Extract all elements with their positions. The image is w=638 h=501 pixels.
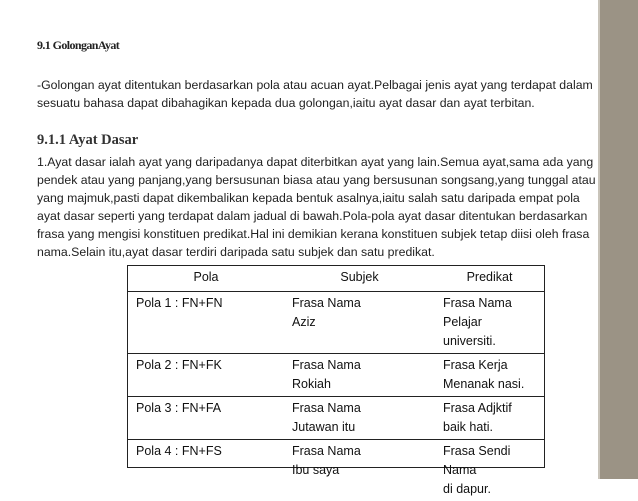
subjek-cell	[284, 354, 435, 397]
predikat-type: Frasa Nama	[443, 294, 536, 313]
pola-cell: Pola 1 : FN+FN	[128, 292, 284, 354]
pola-table	[128, 266, 544, 501]
predikat-type: Frasa Kerja	[443, 356, 536, 375]
header-predikat: Predikat	[435, 266, 544, 292]
subjek-type: Frasa Nama	[292, 294, 427, 313]
pola-cell: Pola 4 : FN+FS	[128, 440, 284, 501]
predikat-cell	[435, 292, 544, 354]
predikat-cell	[435, 354, 544, 397]
predikat-example: Pelajar universiti.	[443, 313, 536, 351]
table-header-row	[128, 266, 544, 292]
header-pola: Pola	[128, 266, 284, 292]
predikat-example: Menanak nasi.	[443, 375, 536, 394]
predikat-type: Frasa Sendi Nama	[443, 442, 536, 480]
section-title: 9.1 GolonganAyat	[37, 38, 119, 53]
predikat-cell	[435, 440, 544, 501]
subjek-example: Ibu saya	[292, 461, 427, 480]
subjek-cell	[284, 292, 435, 354]
subjek-type: Frasa Nama	[292, 399, 427, 418]
predikat-example: di dapur.	[443, 480, 536, 499]
subjek-example: Aziz	[292, 313, 427, 332]
header-subjek: Subjek	[284, 266, 435, 292]
subsection-title: 9.1.1 Ayat Dasar	[37, 132, 138, 149]
table-row	[128, 397, 544, 440]
predikat-type: Frasa Adjktif	[443, 399, 536, 418]
subjek-type: Frasa Nama	[292, 442, 427, 461]
table-row	[128, 292, 544, 354]
predikat-example: baik hati.	[443, 418, 536, 437]
pola-cell: Pola 2 : FN+FK	[128, 354, 284, 397]
pola-table-container	[127, 265, 545, 468]
pola-cell: Pola 3 : FN+FA	[128, 397, 284, 440]
subjek-cell	[284, 440, 435, 501]
decorative-sidebar	[600, 0, 638, 479]
subjek-type: Frasa Nama	[292, 356, 427, 375]
table-row	[128, 354, 544, 397]
intro-paragraph: -Golongan ayat ditentukan berdasarkan pola atau acuan ayat.Pelbagai jenis ayat yang terdapat dalam sesuatu bahasa dapat dibahagikan kepada dua golongan,iaitu ayat dasar dan ayat terbitan.	[37, 76, 602, 112]
predikat-cell	[435, 397, 544, 440]
subjek-example: Rokiah	[292, 375, 427, 394]
table-row	[128, 440, 544, 501]
subjek-example: Jutawan itu	[292, 418, 427, 437]
subjek-cell	[284, 397, 435, 440]
body-paragraph: 1.Ayat dasar ialah ayat yang daripadanya dapat diterbitkan ayat yang lain.Semua ayat,sama ada yang pendek atau yang panjang,yang bersusunan biasa atau yang bersusunan songsang,yang tunggal atau yang majmuk,pasti dapat dikembalikan kepada bentuk asalnya,iaitu salah satu daripada empat pola ayat dasar seperti yang terdapat dalam jadual di bawah.Pola-pola ayat dasar ditentukan berdasarkan frasa yang mengisi konstituen predikat.Hal ini demikian kerana konstituen subjek tetap diisi oleh frasa nama.Selain itu,ayat dasar terdiri daripada satu subjek dan satu predikat.	[37, 153, 602, 262]
